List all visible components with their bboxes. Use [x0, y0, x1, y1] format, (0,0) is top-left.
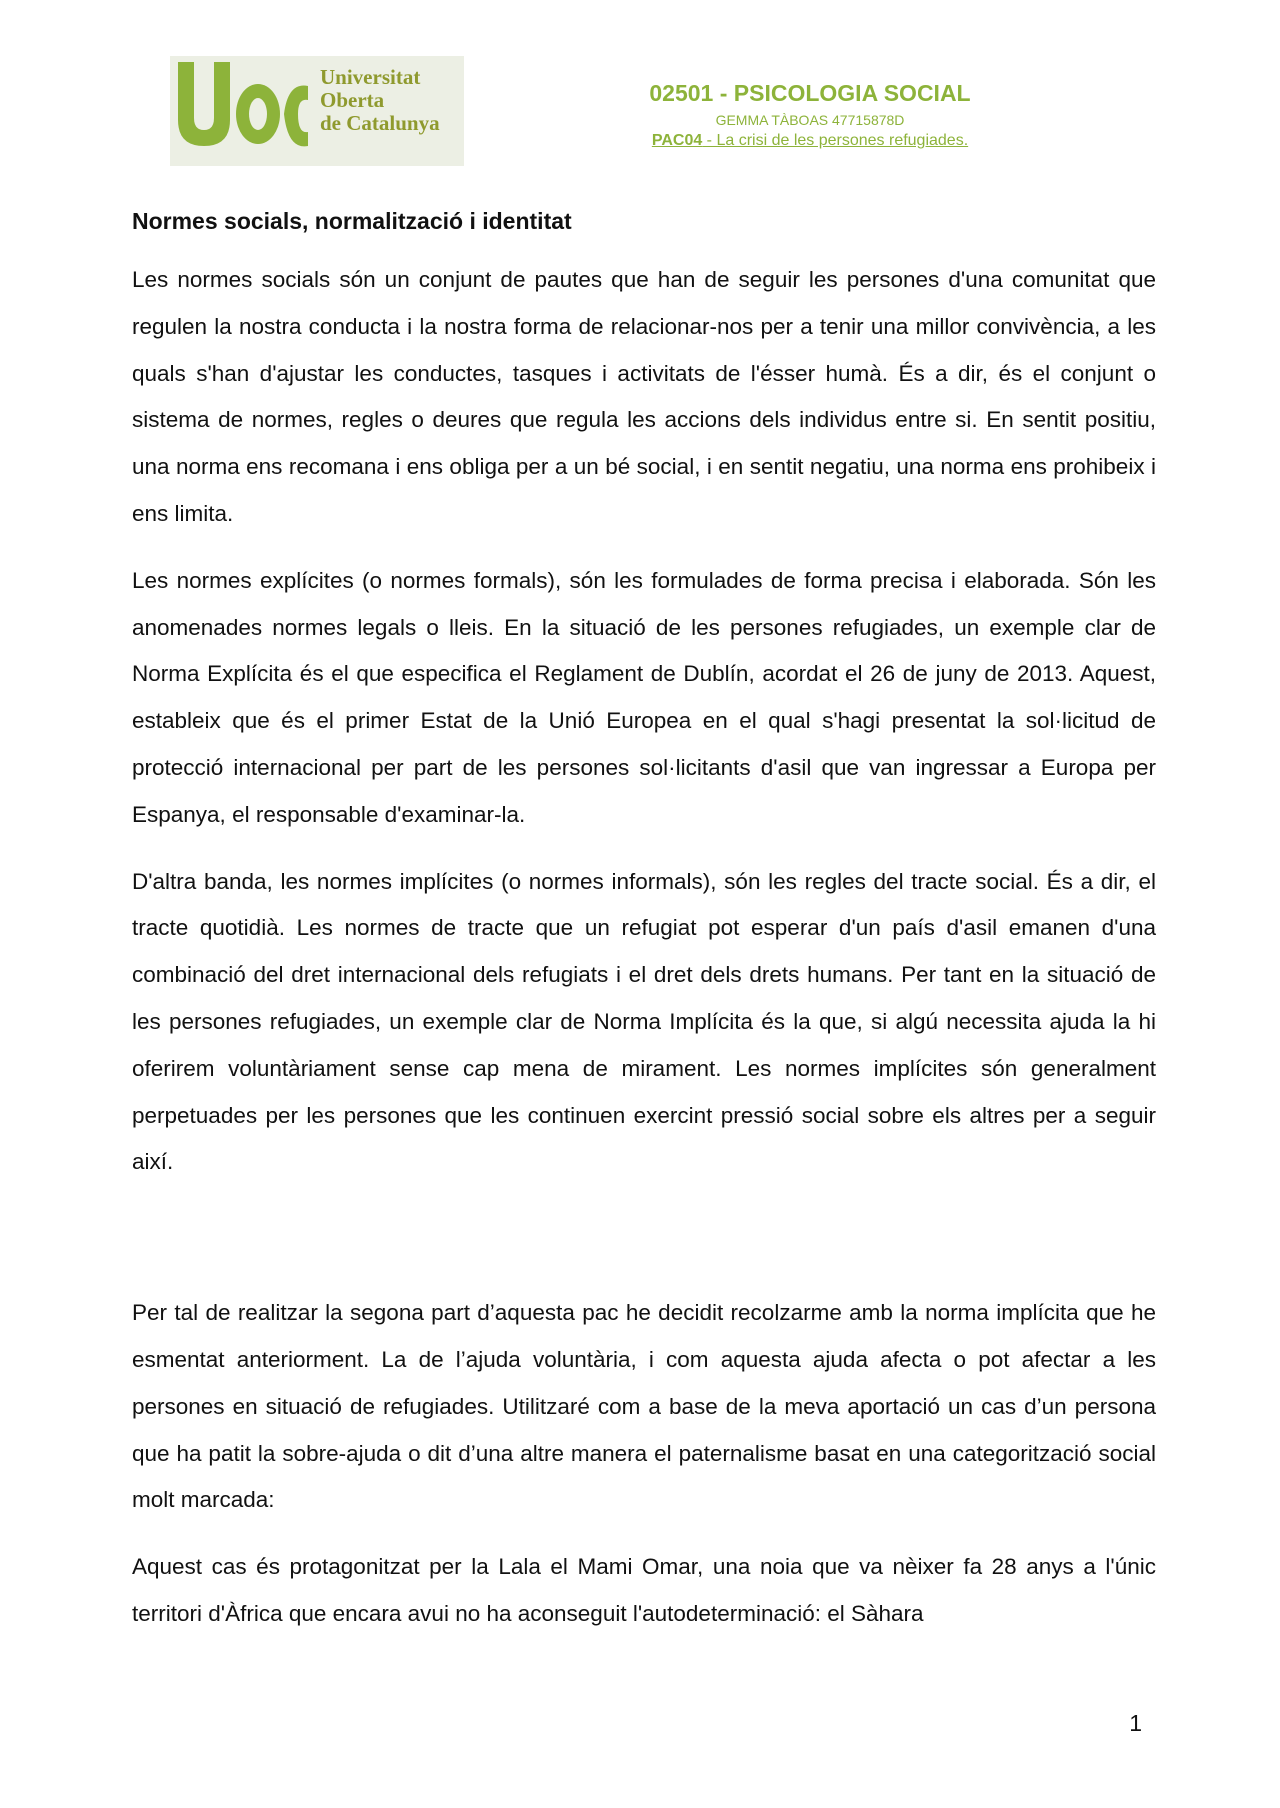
- pac-title-link[interactable]: [560, 130, 1060, 152]
- paragraph-normes-explicites: Les normes explícites (o normes formals), són les formulades de forma precisa i elaborada. Són les anomenades normes legals o lleis. En la situació de les persones refugiades, un exemple clar de Norma Explícita és el que especifica el Reglament de Dublín, acordat el 26 de juny de 2013. Aquest, estableix que és el primer Estat de la Unió Europea en el qual s'hagi presentat la sol·licitud de protecció internacional per part de les persones sol·licitants d'asil que van ingressar a Europa per Espanya, el responsable d'examinar-la.: [132, 567, 1156, 827]
- paragraph-normes-implicites: D'altra banda, les normes implícites (o normes informals), són les regles del tracte social. És a dir, el tracte quotidià. Les normes de tracte que un refugiat pot esperar d'un país d'asil emanen d'una combinació del dret internacional dels refugiats i el dret dels drets humans. Per tant en la situació de les persones refugiades, un exemple clar de Norma Implícita és la que, si algú necessita ajuda la hi oferirem voluntàriament sense cap mena de mirament. Les normes implícites són generalment perpetuades per les persones que les continuen exercint pressió social sobre els altres per a seguir així.: [132, 868, 1156, 1175]
- section-heading: Normes socials, normalització i identitat: [132, 208, 572, 234]
- page-number: 1: [1129, 1710, 1142, 1736]
- course-title: 02501 - PSICOLOGIA SOCIAL: [649, 80, 971, 106]
- document-header: [560, 80, 1060, 152]
- uoc-logo-text: [320, 66, 460, 135]
- pac-code: PAC04: [651, 132, 703, 149]
- document-body: [132, 205, 1156, 1658]
- uoc-logo: [170, 56, 464, 166]
- logo-line-1: Universitat: [320, 65, 421, 89]
- logo-line-2: Oberta: [320, 88, 385, 112]
- paragraph-cas-lala: Aquest cas és protagonitzat per la Lala el Mami Omar, una noia que va nèixer fa 28 anys a l'únic territori d'Àfrica que encara avui no ha aconseguit l'autodeterminació: el Sàhara: [132, 1554, 1156, 1626]
- paragraph-normes-socials: Les normes socials són un conjunt de pautes que han de seguir les persones d'una comunitat que regulen la nostra conducta i la nostra forma de relacionar-nos per a tenir una millor convivència, a les quals s'han d'ajustar les conductes, tasques i activitats de l'ésser humà. És a dir, és el conjunt o sistema de normes, regles o deures que regula les accions dels individus entre si. En sentit positiu, una norma ens recomana i ens obliga per a un bé social, i en sentit negatiu, una norma ens prohibeix i ens limita.: [132, 267, 1156, 526]
- logo-line-3: de Catalunya: [320, 111, 440, 135]
- pac-title: - La crisi de les persones refugiades.: [702, 132, 969, 149]
- paragraph-segona-part: Per tal de realitzar la segona part d’aquesta pac he decidit recolzarme amb la norma implícita que he esmentat anteriorment. La de l’ajuda voluntària, i com aquesta ajuda afecta o pot afectar a les persones en situació de refugiades. Utilitzaré com a base de la meva aportació un cas d’un persona que ha patit la sobre-ajuda o dit d’una altre manera el paternalisme basat en una categorització social molt marcada:: [132, 1300, 1156, 1513]
- student-info: GEMMA TÀBOAS 47715878D: [715, 112, 905, 128]
- uoc-logo-mark: [170, 56, 310, 166]
